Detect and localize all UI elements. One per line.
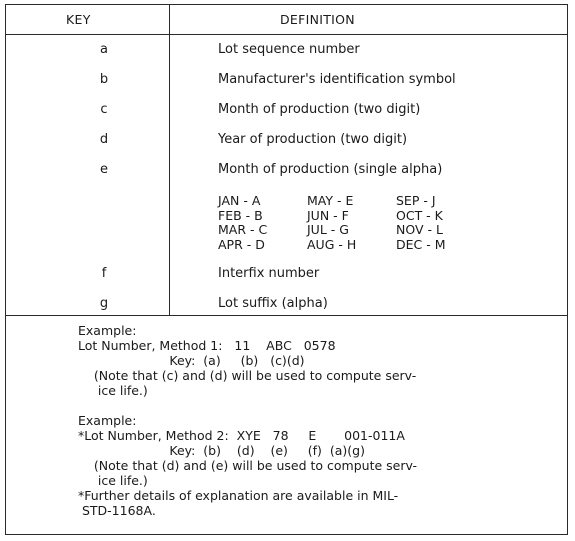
month-code: MAR - C [218,222,268,237]
header-divider [6,34,567,35]
month-code-list [218,193,485,251]
key-column-header: KEY [66,12,91,27]
examples-divider [6,315,567,316]
example-2-key: Key: (b) (d) (e) (f) (a)(g) [78,443,365,458]
definition-cell: Lot suffix (alpha) [218,296,328,311]
key-cell: c [100,102,108,117]
key-cell: b [99,72,109,87]
lot-number-key-table [5,4,568,535]
example-2-title: Example: [78,413,137,428]
example-1-lot-number: Lot Number, Method 1: 11 ABC 0578 [78,338,336,353]
month-code: SEP - J [396,193,436,208]
month-code-row [218,237,485,252]
example-1-note: (Note that (c) and (d) will be used to compute serv- [78,368,417,383]
month-code: JUN - F [307,207,349,223]
month-code: AUG - H [307,236,357,252]
footnote: *Further details of explanation are available in MIL- [78,488,399,503]
key-cell: g [99,296,109,311]
key-cell: d [99,132,109,147]
definition-cell: Interfix number [218,266,320,281]
key-cell: e [100,162,108,177]
footnote-cont: STD-1168A. [78,503,156,518]
month-code: MAY - E [307,193,354,208]
key-cell: a [100,42,108,57]
month-code: FEB - B [218,207,263,223]
example-2-note-cont: ice life.) [78,473,148,488]
example-1-key: Key: (a) (b) (c)(d) [78,353,305,368]
definition-cell: Manufacturer's identification symbol [218,72,456,87]
definition-column-header: DEFINITION [280,12,355,27]
month-code: DEC - M [396,236,446,252]
month-code: OCT - K [396,207,443,223]
month-code: JAN - A [218,193,261,208]
example-2-note: (Note that (d) and (e) will be used to compute serv- [78,458,418,473]
month-code: JUL - G [307,222,349,237]
example-1-title: Example: [78,323,137,338]
definition-cell: Month of production (single alpha) [218,162,443,177]
definition-cell: Month of production (two digit) [218,102,421,117]
month-code-row [218,208,485,223]
definition-cell: Year of production (two digit) [218,132,408,147]
month-code: NOV - L [396,222,443,237]
month-code: APR - D [218,236,265,252]
month-code-row [218,193,485,208]
key-cell: f [101,266,107,281]
example-2-lot-number: *Lot Number, Method 2: XYE 78 E 001-011A [78,428,405,443]
month-code-row [218,222,485,237]
column-divider [169,5,170,315]
definition-cell: Lot sequence number [218,42,360,57]
example-1-note-cont: ice life.) [78,383,148,398]
